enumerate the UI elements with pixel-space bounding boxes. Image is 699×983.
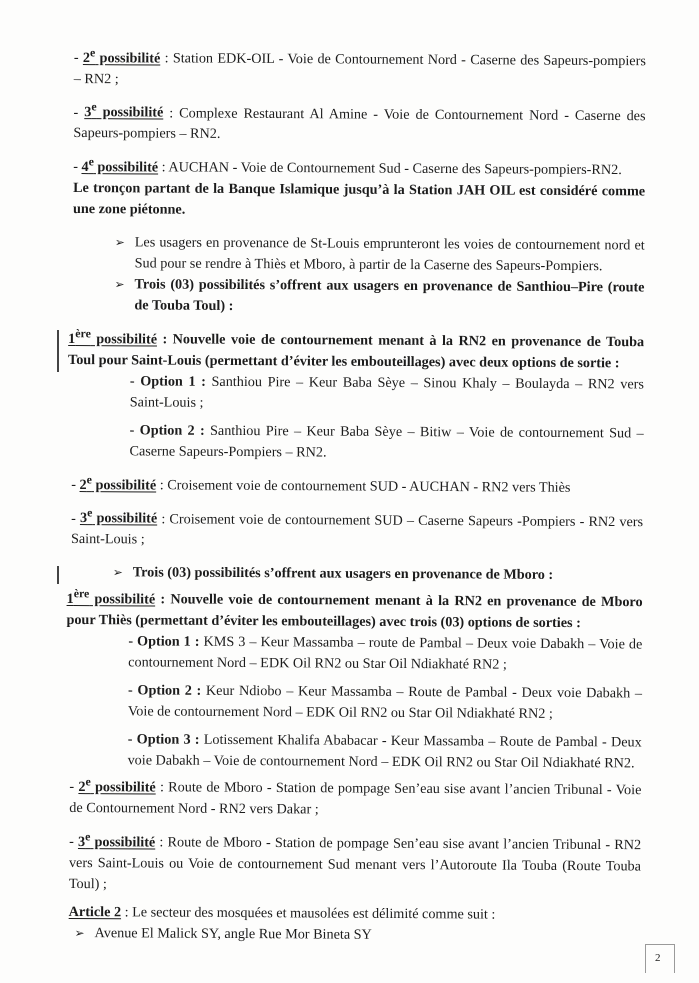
option-2-touba: - Option 2 : Santhiou Pire – Keur Baba Sèye – Bitiw – Voie de contournement Sud – Caserne Sapeurs-Pompiers – RN2. [129,422,644,461]
arrowhead-bullet-icon: ➢ [74,925,85,940]
article-label: Article 2 [68,903,122,920]
paragraph-3e-possibilite-mboro: - 3e possibilité : Route de Mboro - Station de pompage Sen’eau sise avant l’ancien Tribunal - RN2 vers Saint-Louis ou Voie de contournement Sud menant vers l’Autoroute Ila Touba (Route Touba Toul) ; [68,828,642,892]
option-3-mboro: - Option 3 : Lotissement Khalifa Ababacar - Keur Massamba – Route de Pambal - Deux voie Dabakh – Voie de contournement Nord – EDK Oil RN2 ou Star Oil Ndiakhaté RN2. [127,731,642,772]
arrowhead-bullet-icon: ➢ [114,277,125,292]
possibility-label: 3e possibilité [79,505,158,527]
paragraph-2e-possibilite-sud-auchan: - 2e possibilité : Croisement voie de contournement SUD - AUCHAN - RN2 vers Thiès [71,472,571,496]
page-number: 2 [655,952,661,964]
option-2-mboro: - Option 2 : Keur Ndiobo – Keur Massamba – Route de Pambal - Deux voie Dabakh – Voie de contournement Nord – EDK Oil RN2 ou Star Oil Ndiakhaté RN2 ; [127,682,643,723]
paragraph-3e-possibilite-sud-caserne: - 3e possibilité : Croisement voie de contournement SUD – Caserne Sapeurs -Pompiers - RN2 vers Saint-Louis ; [70,505,644,548]
option-1-mboro: - Option 1 : KMS 3 – Keur Massamba – route de Pambal – Deux voie Dabakh – Voie de contournement Nord – EDK Oil RN2 ou Star Oil Ndiakhaté RN2 ; [128,633,643,673]
paragraph-2e-possibilite-edk: - 2e possibilité : Station EDK-OIL - Voie de Contournement Nord - Caserne des Sapeurs-pompiers – RN2 ; [73,45,646,88]
bullet-avenue-el-malick: ➢ Avenue El Malick SY, angle Rue Mor Bineta SY [68,923,640,947]
bullet-st-louis: ➢ Les usagers en provenance de St-Louis emprunteront les voies de contournement nord et Sud pour se rendre à Thiès et Mboro, à partir de la Caserne des Sapeurs-Pompiers. [73,232,645,277]
paragraph-pedestrian-zone: Le tronçon partant de la Banque Islamique jusqu’à la Station JAH OIL est considéré comme une zone piétonne. [72,180,646,218]
possibility-label: 2e possibilité [79,472,157,494]
margin-mark [57,566,59,584]
possibility-label: 3e possibilité [84,99,164,122]
possibility-label: 1ère possibilité [68,326,158,348]
possibility-label: 1ère possibilité [66,586,156,608]
possibility-label: 3e possibilité [77,828,156,851]
document-body [68,42,645,947]
possibility-label: 2e possibilité [78,774,156,796]
option-1-touba: - Option 1 : Santhiou Pire – Keur Baba Sèye – Sinou Khaly – Boulayda – RN2 vers Saint-Louis ; [129,373,644,411]
paragraph-2e-possibilite-mboro: - 2e possibilité : Route de Mboro - Station de pompage Sen’eau sise avant l’ancien Tribunal - Voie de Contournement Nord - RN2 vers Dakar ; [69,774,642,818]
paragraph-1ere-possibilite-touba: 1ère possibilité : Nouvelle voie de contournement menant à la RN2 en provenance de Touba Toul pour Saint-Louis (permettant d’éviter les embouteillages) avec deux options de sortie : [68,326,645,372]
bullet-mboro: ➢ Trois (03) possibilités s’offrent aux usagers en provenance de Mboro : [71,562,643,586]
arrowhead-bullet-icon: ➢ [114,235,125,250]
margin-mark [57,330,59,372]
possibility-label: 4e possibilité [81,154,159,176]
page-number-box [645,944,679,978]
paragraph-3e-possibilite-alamine: - 3e possibilité : Complexe Restaurant Al Amine - Voie de Contournement Nord - Caserne des Sapeurs-pompiers – RN2. [73,99,646,143]
paragraph-1ere-possibilite-mboro: 1ère possibilité : Nouvelle voie de contournement menant à la RN2 en provenance de Mboro pour Thiès (permettant d’éviter les embouteillages) avec trois (03) options de sorties : [66,586,643,632]
possibility-label: 2e possibilité [82,45,161,67]
article-2: Article 2 : Le secteur des mosquées et mausolées est délimité comme suit : [68,903,496,923]
bullet-santhiou-pire: ➢ Trois (03) possibilités s’offrent aux usagers en provenance de Santhiou–Pire (route de Touba Toul) : [72,274,644,319]
paragraph-4e-possibilite-auchan: - 4e possibilité : AUCHAN - Voie de Contournement Sud - Caserne des Sapeurs-pompiers-RN2. [73,154,622,179]
arrowhead-bullet-icon: ➢ [112,565,123,580]
